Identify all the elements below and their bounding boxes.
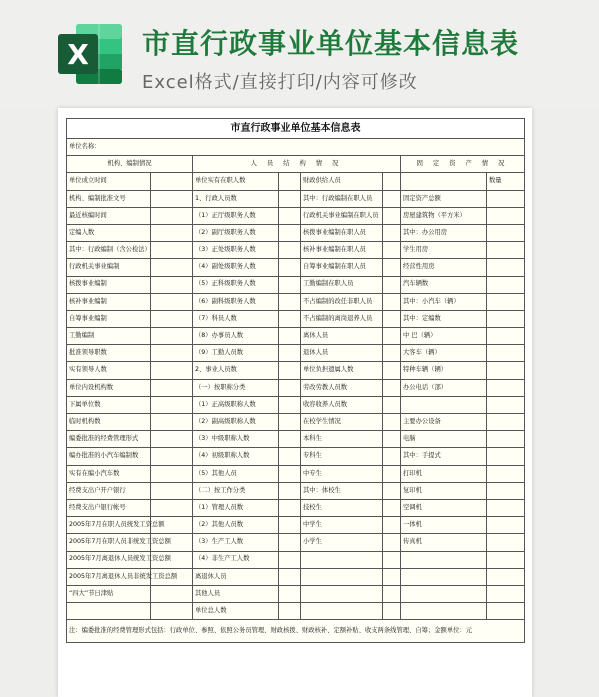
- label-cell: 技校生: [301, 499, 383, 516]
- value-cell[interactable]: [487, 585, 525, 602]
- table-row: [67, 551, 525, 568]
- value-cell[interactable]: [151, 585, 193, 602]
- value-cell[interactable]: [383, 207, 401, 224]
- value-cell[interactable]: [279, 224, 301, 241]
- table-row: [67, 465, 525, 482]
- value-cell[interactable]: [279, 448, 301, 465]
- table-row: [67, 328, 525, 345]
- value-cell[interactable]: [151, 190, 193, 207]
- label-cell: （4）副处级职务人数: [193, 259, 279, 276]
- label-cell: 单位内设机构数: [67, 379, 151, 396]
- label-cell: 离休人员: [301, 328, 383, 345]
- label-cell: [401, 173, 487, 190]
- label-cell: （1）正高级职称人数: [193, 396, 279, 413]
- value-cell[interactable]: [279, 431, 301, 448]
- label-cell: 2005年7月在职人员统发工资总额: [67, 517, 151, 534]
- value-cell[interactable]: [383, 482, 401, 499]
- label-cell: 实有在编小汽车数: [67, 465, 151, 482]
- value-cell[interactable]: [383, 551, 401, 568]
- label-cell: 实有领导人数: [67, 362, 151, 379]
- table-row: [67, 345, 525, 362]
- table-row: [67, 173, 525, 190]
- value-cell[interactable]: [487, 328, 525, 345]
- table-row: [67, 414, 525, 431]
- value-cell[interactable]: [383, 448, 401, 465]
- value-cell[interactable]: [151, 242, 193, 259]
- spreadsheet-preview: [58, 108, 532, 697]
- table-row: [67, 431, 525, 448]
- label-cell: 离退休人员: [193, 568, 279, 585]
- label-cell: 中专生: [301, 465, 383, 482]
- value-cell[interactable]: [487, 362, 525, 379]
- table-row: [67, 207, 525, 224]
- value-cell[interactable]: [151, 310, 193, 327]
- value-cell[interactable]: [151, 173, 193, 190]
- label-cell: 其他人员: [193, 585, 279, 602]
- label-cell: 特种车辆（辆）: [401, 362, 487, 379]
- value-cell[interactable]: [487, 448, 525, 465]
- table-row: [67, 276, 525, 293]
- label-cell: 核拨事业编制: [67, 276, 151, 293]
- value-cell[interactable]: [151, 414, 193, 431]
- table-row: [67, 396, 525, 413]
- label-cell: 空调机: [401, 499, 487, 516]
- info-table: [66, 118, 525, 643]
- table-row: [67, 517, 525, 534]
- label-cell: 收容收养人员数: [301, 396, 383, 413]
- value-cell[interactable]: [487, 534, 525, 551]
- label-cell: （8）办事员人数: [193, 328, 279, 345]
- label-cell: 传真机: [401, 534, 487, 551]
- label-cell: 不占编制的离岗退养人员: [301, 310, 383, 327]
- value-cell[interactable]: [279, 568, 301, 585]
- label-cell: 自筹事业编制在职人员: [301, 259, 383, 276]
- value-cell[interactable]: [279, 465, 301, 482]
- label-cell: 学生用房: [401, 242, 487, 259]
- label-cell: 2005年7月在职人员非统发工资总额: [67, 534, 151, 551]
- value-cell[interactable]: [487, 345, 525, 362]
- label-cell: （9）工勤人员数: [193, 345, 279, 362]
- value-cell[interactable]: [383, 328, 401, 345]
- label-cell: 单位负担遗属人数: [301, 362, 383, 379]
- value-cell[interactable]: [279, 499, 301, 516]
- value-cell[interactable]: [151, 362, 193, 379]
- value-cell[interactable]: [279, 259, 301, 276]
- value-cell[interactable]: [279, 362, 301, 379]
- table-row: [67, 190, 525, 207]
- value-cell[interactable]: [279, 207, 301, 224]
- label-cell: 自筹事业编制: [67, 310, 151, 327]
- value-cell[interactable]: [383, 603, 401, 620]
- label-cell: 1、行政人员数: [193, 190, 279, 207]
- value-cell[interactable]: [383, 276, 401, 293]
- label-cell: 经费支出户开户银行: [67, 482, 151, 499]
- label-cell: （2）副厅级职务人数: [193, 224, 279, 241]
- label-cell: [301, 603, 383, 620]
- value-cell[interactable]: [383, 173, 401, 190]
- label-cell: （4）初级职称人数: [193, 448, 279, 465]
- label-cell: （3）生产工人数: [193, 534, 279, 551]
- label-cell: 其中：手提式: [401, 448, 487, 465]
- value-cell[interactable]: [279, 310, 301, 327]
- value-cell[interactable]: [151, 259, 193, 276]
- label-cell: 打印机: [401, 465, 487, 482]
- label-cell: [401, 396, 487, 413]
- table-row: [67, 310, 525, 327]
- label-cell: 临时机构数: [67, 414, 151, 431]
- label-cell: 核补事业编制: [67, 293, 151, 310]
- table-row: [67, 259, 525, 276]
- value-cell[interactable]: [279, 190, 301, 207]
- value-cell[interactable]: [279, 414, 301, 431]
- label-cell: 其中：行政编制（含公检法）: [67, 242, 151, 259]
- label-cell: （1）正厅级职务人数: [193, 207, 279, 224]
- label-cell: [401, 568, 487, 585]
- label-cell: 最近核编时间: [67, 207, 151, 224]
- value-cell[interactable]: [487, 190, 525, 207]
- label-cell: （5）正科级职务人数: [193, 276, 279, 293]
- table-row: [67, 585, 525, 602]
- value-cell[interactable]: [383, 431, 401, 448]
- sheet-title: 市直行政事业单位基本信息表: [67, 119, 525, 139]
- value-cell[interactable]: [487, 276, 525, 293]
- value-cell[interactable]: [487, 242, 525, 259]
- banner: [0, 0, 599, 108]
- label-cell: 2005年7月离退休人员统发工资总额: [67, 551, 151, 568]
- label-cell: 中 巴（辆）: [401, 328, 487, 345]
- value-cell[interactable]: [487, 568, 525, 585]
- value-cell[interactable]: [383, 224, 401, 241]
- value-cell[interactable]: [487, 414, 525, 431]
- table-row: [67, 448, 525, 465]
- label-cell: 退休人员: [301, 345, 383, 362]
- value-cell[interactable]: [279, 517, 301, 534]
- label-cell: 汽车辆数: [401, 276, 487, 293]
- value-cell[interactable]: [383, 568, 401, 585]
- value-cell[interactable]: [383, 534, 401, 551]
- label-cell: [401, 585, 487, 602]
- value-cell[interactable]: [383, 190, 401, 207]
- label-cell: 经费支出户银行帐号: [67, 499, 151, 516]
- value-cell[interactable]: [487, 482, 525, 499]
- value-cell[interactable]: [279, 293, 301, 310]
- value-cell[interactable]: [279, 603, 301, 620]
- value-cell[interactable]: [151, 482, 193, 499]
- label-cell: 不占编制的改任非职人员: [301, 293, 383, 310]
- value-cell[interactable]: [487, 396, 525, 413]
- value-cell[interactable]: [151, 448, 193, 465]
- label-cell: 办公电话（部）: [401, 379, 487, 396]
- label-cell: 在校学生情况: [301, 414, 383, 431]
- label-cell: 单位实有在职人数: [193, 173, 279, 190]
- value-cell[interactable]: [383, 379, 401, 396]
- label-cell: 单位总人数: [193, 603, 279, 620]
- label-cell: 小学生: [301, 534, 383, 551]
- label-cell: 单位成立时间: [67, 173, 151, 190]
- label-cell: 其中：体校生: [301, 482, 383, 499]
- value-cell[interactable]: [151, 276, 193, 293]
- label-cell: （3）正处级职务人数: [193, 242, 279, 259]
- page-subtitle: Excel格式/直接打印/内容可修改: [142, 72, 418, 93]
- table-row: [67, 224, 525, 241]
- label-cell: [301, 568, 383, 585]
- value-cell[interactable]: [279, 345, 301, 362]
- value-cell[interactable]: 数量: [487, 173, 525, 190]
- label-cell: （6）副科级职务人数: [193, 293, 279, 310]
- table-row: [67, 379, 525, 396]
- table-row: [67, 242, 525, 259]
- label-cell: 2、事业人员数: [193, 362, 279, 379]
- label-cell: 核拨事业编制在职人员: [301, 224, 383, 241]
- label-cell: 工勤编制在职人员: [301, 276, 383, 293]
- label-cell: （2）副高级职称人数: [193, 414, 279, 431]
- value-cell[interactable]: [487, 310, 525, 327]
- label-cell: （4）非生产工人数: [193, 551, 279, 568]
- value-cell[interactable]: [383, 396, 401, 413]
- value-cell[interactable]: [151, 207, 193, 224]
- value-cell[interactable]: [151, 431, 193, 448]
- excel-logo-letter: X: [67, 38, 89, 71]
- section-staff: 人 员 结 构 情 况: [193, 156, 401, 173]
- label-cell: （一）按职称分类: [193, 379, 279, 396]
- label-cell: （二）按工作分类: [193, 482, 279, 499]
- label-cell: [401, 603, 487, 620]
- excel-logo-icon: [54, 18, 126, 90]
- value-cell[interactable]: [279, 242, 301, 259]
- value-cell[interactable]: [279, 551, 301, 568]
- label-cell: （2）其他人员数: [193, 517, 279, 534]
- value-cell[interactable]: [151, 224, 193, 241]
- table-row: [67, 603, 525, 620]
- value-cell[interactable]: [487, 293, 525, 310]
- value-cell[interactable]: [279, 379, 301, 396]
- value-cell[interactable]: [279, 482, 301, 499]
- label-cell: 编办批准的小汽车编制数: [67, 448, 151, 465]
- value-cell[interactable]: [487, 517, 525, 534]
- label-cell: 房屋建筑物（平方米）: [401, 207, 487, 224]
- value-cell[interactable]: [151, 396, 193, 413]
- note-row: [67, 620, 525, 643]
- table-row: [67, 293, 525, 310]
- value-cell[interactable]: [279, 328, 301, 345]
- page-title: 市直行政事业单位基本信息表: [142, 27, 520, 60]
- label-cell: 经营性用房: [401, 259, 487, 276]
- value-cell[interactable]: [279, 396, 301, 413]
- label-cell: 其中：小汽车（辆）: [401, 293, 487, 310]
- value-cell[interactable]: [151, 465, 193, 482]
- section-org: 机构、编制情况: [67, 156, 193, 173]
- table-row: [67, 534, 525, 551]
- label-cell: [301, 551, 383, 568]
- label-cell: 专科生: [301, 448, 383, 465]
- label-cell: 行政机关事业编制: [67, 259, 151, 276]
- value-cell[interactable]: [487, 603, 525, 620]
- value-cell[interactable]: [487, 431, 525, 448]
- value-cell[interactable]: [383, 465, 401, 482]
- label-cell: 本科生: [301, 431, 383, 448]
- table-row: [67, 499, 525, 516]
- label-cell: （5）其他人员: [193, 465, 279, 482]
- label-cell: 行政机关事业编制在职人员: [301, 207, 383, 224]
- label-cell: 编委批准的经费管理形式: [67, 431, 151, 448]
- label-cell: 核补事业编制在职人员: [301, 242, 383, 259]
- table-row: [67, 362, 525, 379]
- label-cell: 劳改劳教人员数: [301, 379, 383, 396]
- label-cell: （3）中级职称人数: [193, 431, 279, 448]
- value-cell[interactable]: [487, 465, 525, 482]
- note-text: 注：编委批准的经费管理形式包括：行政单位、参照、依照公务员管理、财政核拨、财政核补、定额补贴、收支两条线管理、自筹；金额单位：元: [67, 620, 525, 643]
- label-cell: 固定资产总额: [401, 190, 487, 207]
- label-cell: 工勤编制: [67, 328, 151, 345]
- label-cell: 大客车（辆）: [401, 345, 487, 362]
- label-cell: 下属单位数: [67, 396, 151, 413]
- value-cell[interactable]: [383, 499, 401, 516]
- value-cell[interactable]: [279, 534, 301, 551]
- value-cell[interactable]: [487, 379, 525, 396]
- value-cell[interactable]: [151, 328, 193, 345]
- value-cell[interactable]: [383, 362, 401, 379]
- label-cell: 复印机: [401, 482, 487, 499]
- label-cell: 2005年7月离退休人员非统发工资总额: [67, 568, 151, 585]
- value-cell[interactable]: [151, 379, 193, 396]
- value-cell[interactable]: [383, 242, 401, 259]
- label-cell: 其中：定编数: [401, 310, 487, 327]
- section-assets: 固 定 资 产 情 况: [401, 156, 525, 173]
- label-cell: 中学生: [301, 517, 383, 534]
- value-cell[interactable]: [151, 345, 193, 362]
- value-cell[interactable]: [279, 585, 301, 602]
- label-cell: 主要办公设备: [401, 414, 487, 431]
- value-cell[interactable]: [383, 310, 401, 327]
- unit-name-cell[interactable]: 单位名称：: [67, 139, 525, 156]
- label-cell: 其中：行政编制在职人员: [301, 190, 383, 207]
- label-cell: 其中：办公用房: [401, 224, 487, 241]
- value-cell[interactable]: [487, 551, 525, 568]
- label-cell: “四大”节日津贴: [67, 585, 151, 602]
- label-cell: 财政供给人员: [301, 173, 383, 190]
- value-cell[interactable]: [383, 517, 401, 534]
- value-cell[interactable]: [383, 345, 401, 362]
- value-cell[interactable]: [487, 259, 525, 276]
- value-cell[interactable]: [151, 293, 193, 310]
- label-cell: [401, 551, 487, 568]
- label-cell: 机构、编制批准文号: [67, 190, 151, 207]
- label-cell: 批准领导职数: [67, 345, 151, 362]
- value-cell[interactable]: [383, 259, 401, 276]
- value-cell[interactable]: [487, 224, 525, 241]
- label-cell: [301, 585, 383, 602]
- value-cell[interactable]: [151, 603, 193, 620]
- value-cell[interactable]: [279, 276, 301, 293]
- value-cell[interactable]: [383, 585, 401, 602]
- value-cell[interactable]: [487, 207, 525, 224]
- label-cell: 定编人数: [67, 224, 151, 241]
- value-cell[interactable]: [279, 173, 301, 190]
- label-cell: 一体机: [401, 517, 487, 534]
- label-cell: 电脑: [401, 431, 487, 448]
- table-row: [67, 482, 525, 499]
- label-cell: （7）科员人数: [193, 310, 279, 327]
- label-cell: [67, 603, 151, 620]
- table-row: [67, 568, 525, 585]
- label-cell: （1）管理人员数: [193, 499, 279, 516]
- value-cell[interactable]: [383, 414, 401, 431]
- value-cell[interactable]: [151, 499, 193, 516]
- value-cell[interactable]: [487, 499, 525, 516]
- value-cell[interactable]: [383, 293, 401, 310]
